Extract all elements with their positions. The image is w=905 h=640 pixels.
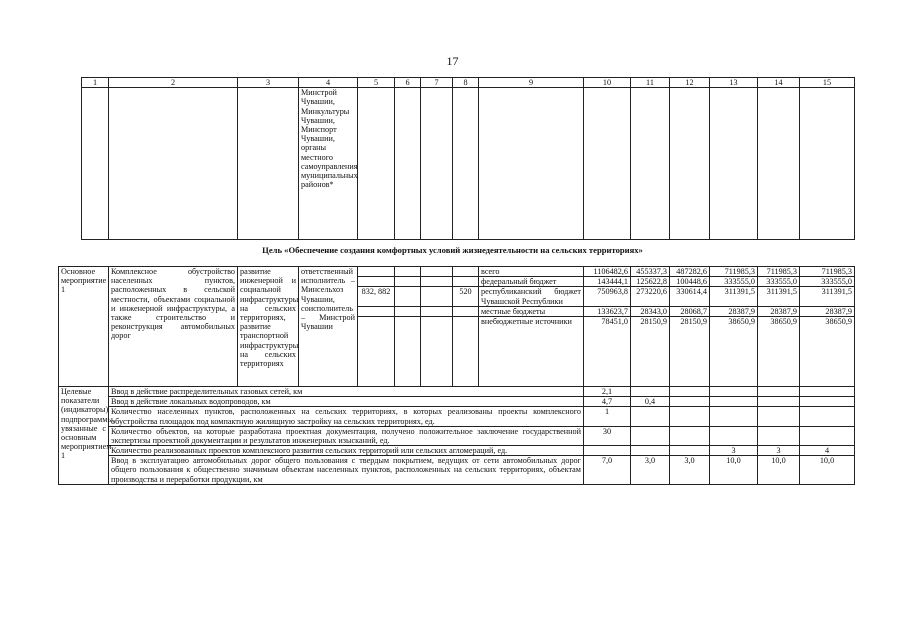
indicator-value [710, 407, 758, 426]
indicator-value [800, 397, 855, 407]
funding-source: всего [479, 267, 584, 277]
indicator-value [631, 407, 670, 426]
indicator-text: Ввод в эксплуатацию автомобильных дорог общего пользования с твердым покрытием, ведущих от сети автомобильных дорог общего пользования к общественно значимым объектам населенных пунктов, расположенных на сельских территориях, объектам производства и переработки продукции, км [109, 456, 584, 485]
indicator-value [670, 386, 710, 396]
indicator-text: Количество населенных пунктов, расположенных на сельских территориях, в которых реализованы проекты комплексного обустройства площадок под компактную жилищную застройку на сельских территориях, ед. [109, 407, 584, 426]
col-header: 9 [479, 78, 584, 88]
indicator-row [59, 386, 855, 396]
funding-value: 133623,7 [584, 306, 631, 316]
indicator-value [670, 446, 710, 456]
col-header: 11 [631, 78, 670, 88]
funding-value: 487282,6 [670, 267, 710, 277]
funding-value: 28387,9 [800, 306, 855, 316]
funding-value: 1106482,6 [584, 267, 631, 277]
indicator-row [59, 397, 855, 407]
indicator-value [710, 426, 758, 445]
col-header: 7 [421, 78, 453, 88]
col-header: 2 [109, 78, 238, 88]
indicator-value [584, 446, 631, 456]
indicator-value: 4,7 [584, 397, 631, 407]
indicator-value [758, 407, 800, 426]
event-description: Комплексное обустройство населенных пунктов, расположенных в сельской местности, объектами социальной и инженерной инфраструктуры, а также строительство и реконструкция автомобильных дорог [109, 267, 238, 387]
funding-source: республиканский бюджет Чувашской Республики [479, 287, 584, 306]
indicator-value: 3 [758, 446, 800, 456]
event-name: Основное мероприятие 1 [59, 267, 109, 387]
indicator-value [758, 386, 800, 396]
indicator-value: 3 [710, 446, 758, 456]
indicator-value: 1 [584, 407, 631, 426]
continuation-row [82, 88, 855, 240]
funding-source: внебюджетные источники [479, 316, 584, 386]
funding-value: 711985,3 [800, 267, 855, 277]
indicator-value [631, 386, 670, 396]
funding-value: 28343,0 [631, 306, 670, 316]
indicator-value [631, 426, 670, 445]
event-executor: ответственный исполнитель – Минсельхоз Чувашии, соисполнитель – Минстрой Чувашии [299, 267, 358, 387]
funding-value: 143444,1 [584, 277, 631, 287]
indicator-value [800, 386, 855, 396]
funding-value: 38650,9 [758, 316, 800, 386]
indicator-value [710, 386, 758, 396]
funding-value: 125622,8 [631, 277, 670, 287]
col-header: 1 [82, 78, 109, 88]
col-header: 15 [800, 78, 855, 88]
funding-value: 28068,7 [670, 306, 710, 316]
col-header: 10 [584, 78, 631, 88]
indicator-value [670, 397, 710, 407]
indicator-row [59, 407, 855, 426]
funding-value: 273220,6 [631, 287, 670, 306]
funding-value: 750963,8 [584, 287, 631, 306]
col-header: 3 [238, 78, 299, 88]
col-header: 14 [758, 78, 800, 88]
indicator-value: 3,0 [670, 456, 710, 485]
indicator-text: Ввод в действие локальных водопроводов, км [109, 397, 584, 407]
goal-title: Цель «Обеспечение создания комфортных условий жизнедеятельности на сельских территориях» [262, 245, 643, 255]
funding-value: 311391,5 [800, 287, 855, 306]
indicator-value [800, 426, 855, 445]
funding-value: 78451,0 [584, 316, 631, 386]
code-grbs: 832, 882 [358, 287, 395, 306]
column-header-row [82, 78, 855, 88]
indicator-value: 7,0 [584, 456, 631, 485]
funding-row [59, 267, 855, 277]
indicator-text: Количество реализованных проектов комплексного развития сельских территорий или сельских агломераций, ед. [109, 446, 584, 456]
main-event-table [58, 266, 855, 485]
event-task: развитие инженерной и социальной инфраструктуры на сельских территориях, развитие транспортной инфраструктуры на сельских территориях [238, 267, 299, 387]
funding-value: 311391,5 [758, 287, 800, 306]
indicator-value [670, 426, 710, 445]
indicator-value: 3,0 [631, 456, 670, 485]
indicator-text: Количество объектов, на которые разработана проектная документация, получено положительное заключение государственной экспертизы проектной документации и результатов инженерных изысканий, ед. [109, 426, 584, 445]
funding-value: 28150,9 [631, 316, 670, 386]
indicator-text: Ввод в действие распределительных газовых сетей, км [109, 386, 584, 396]
indicator-row [59, 456, 855, 485]
indicator-value [670, 407, 710, 426]
funding-value: 311391,5 [710, 287, 758, 306]
funding-value: 38650,9 [800, 316, 855, 386]
indicator-value [710, 397, 758, 407]
funding-value: 330614,4 [670, 287, 710, 306]
indicator-value: 10,0 [800, 456, 855, 485]
funding-value: 711985,3 [758, 267, 800, 277]
col-header: 4 [299, 78, 358, 88]
indicator-value: 10,0 [758, 456, 800, 485]
col-header: 13 [710, 78, 758, 88]
funding-value: 28387,9 [758, 306, 800, 316]
indicator-value [800, 407, 855, 426]
indicator-row [59, 426, 855, 445]
funding-value: 28150,9 [670, 316, 710, 386]
funding-value: 711985,3 [710, 267, 758, 277]
indicator-value [758, 397, 800, 407]
indicator-row [59, 446, 855, 456]
code-cs: 520 [453, 287, 479, 306]
continuation-table [81, 77, 855, 240]
indicator-value: 0,4 [631, 397, 670, 407]
indicator-value: 30 [584, 426, 631, 445]
funding-value: 333555,0 [758, 277, 800, 287]
funding-source: федеральный бюджет [479, 277, 584, 287]
col-header: 6 [395, 78, 421, 88]
funding-value: 38650,9 [710, 316, 758, 386]
indicators-label: Целевые показатели (индикаторы) подпрограммы, увязанные с основным мероприятием 1 [59, 386, 109, 484]
funding-value: 100448,6 [670, 277, 710, 287]
indicator-value: 2,1 [584, 386, 631, 396]
continuation-executor: Минстрой Чувашии, Минкультуры Чувашии, Минспорт Чувашии, органы местного самоуправления муниципальных районов* [299, 88, 358, 240]
indicator-value [758, 426, 800, 445]
indicator-value: 10,0 [710, 456, 758, 485]
funding-value: 333555,0 [710, 277, 758, 287]
col-header: 12 [670, 78, 710, 88]
indicator-value: 4 [800, 446, 855, 456]
col-header: 5 [358, 78, 395, 88]
funding-value: 333555,0 [800, 277, 855, 287]
funding-value: 455337,3 [631, 267, 670, 277]
col-header: 8 [453, 78, 479, 88]
indicator-value [631, 446, 670, 456]
page-number: 17 [446, 54, 459, 68]
funding-source: местные бюджеты [479, 306, 584, 316]
funding-value: 28387,9 [710, 306, 758, 316]
